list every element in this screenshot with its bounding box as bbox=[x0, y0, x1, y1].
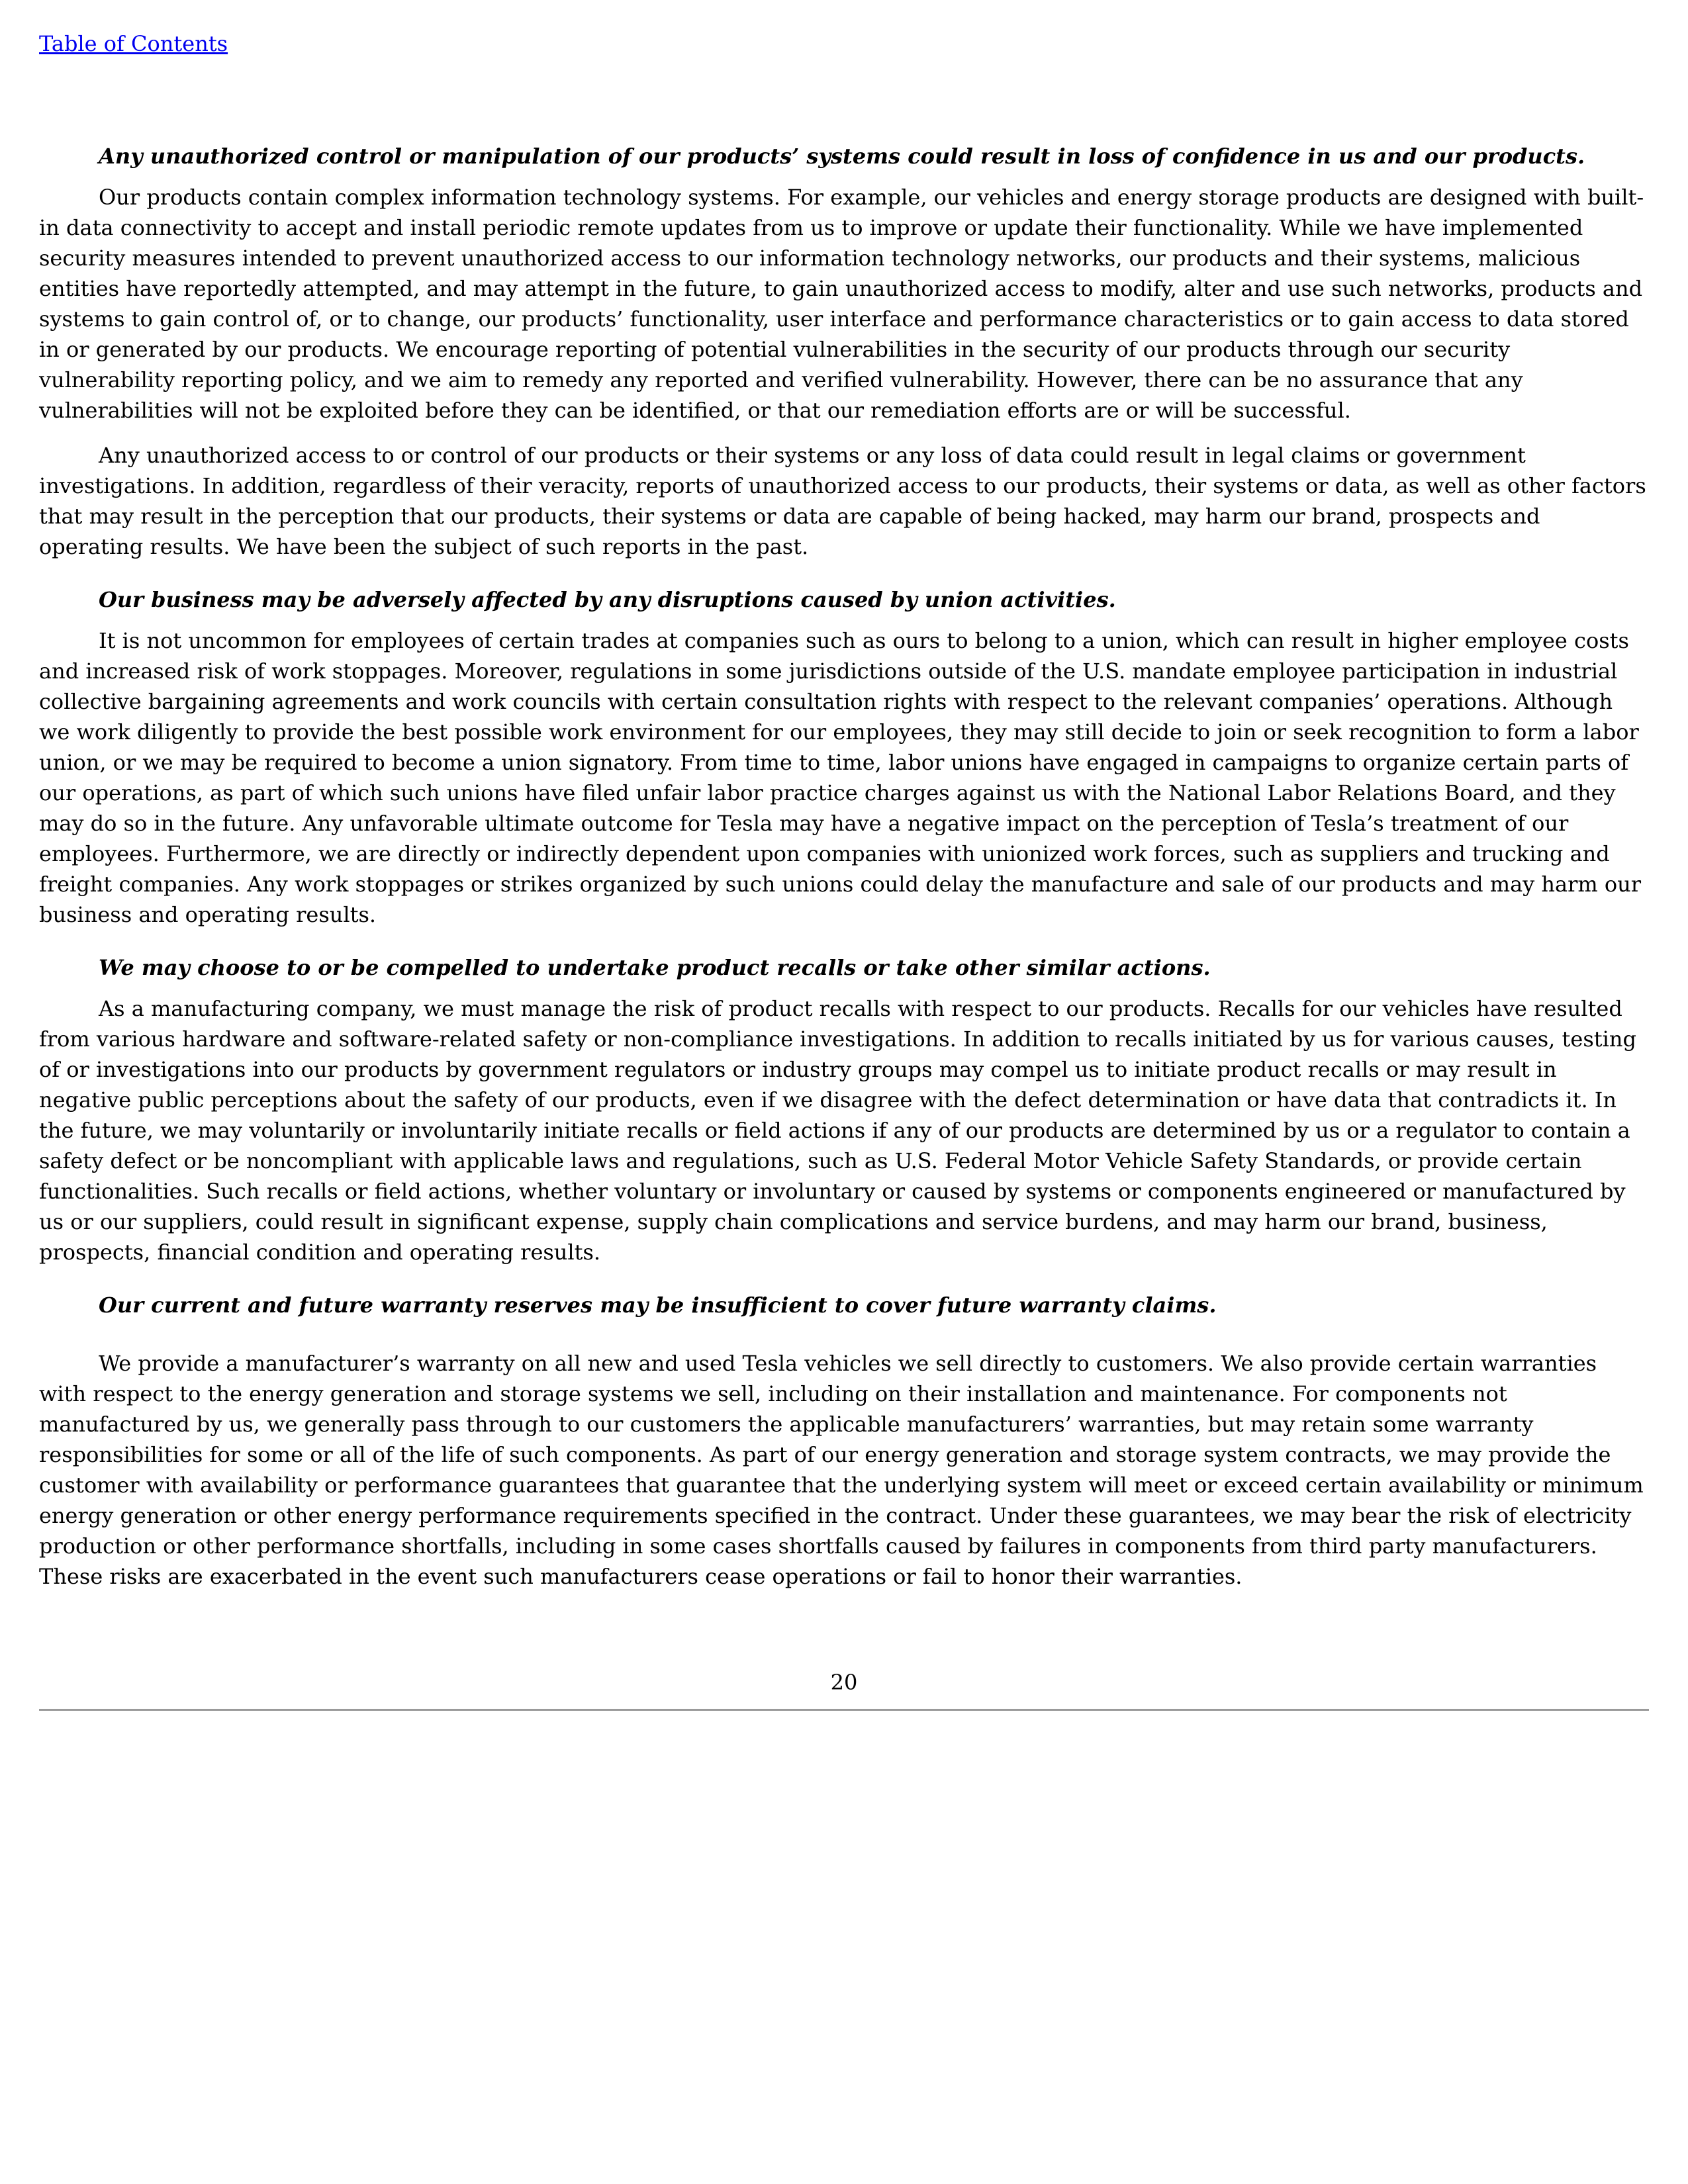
section-spacer bbox=[39, 562, 1649, 584]
body-paragraph: It is not uncommon for employees of certain trades at companies such as ours to belong to a union, which can result in higher employee costs and increased risk of work stoppages. Moreover, regulations in some jurisdictions outside of the U.S. mandate employee participation in industrial collective bargaining agreements and work councils with certain consultation rights with respect to the relevant companies’ operations. Although we work diligently to provide the best possible work environment for our employees, they may still decide to join or seek recognition to form a labor union, or we may be required to become a union signatory. From time to time, labor unions have engaged in campaigns to organize certain parts of our operations, as part of which such unions have filed unfair labor practice charges against us with the National Labor Relations Board, and they may do so in the future. Any unfavorable ultimate outcome for Tesla may have a negative impact on the perception of Tesla’s treatment of our employees. Furthermore, we are directly or indirectly dependent upon companies with unionized work forces, such as suppliers and trucking and freight companies. Any work stoppages or strikes organized by such unions could delay the manufacture and sale of our products and may harm our business and operating results. bbox=[39, 628, 1642, 927]
section-heading: Our current and future warranty reserves may be insufficient to cover future warranty claims. bbox=[99, 1293, 1217, 1318]
section-heading: We may choose to or be compelled to undertake product recalls or take other similar actions. bbox=[99, 955, 1211, 980]
section-unauthorized-control bbox=[39, 141, 1649, 562]
page-divider bbox=[39, 1709, 1649, 1711]
heading-spacer bbox=[39, 1331, 1649, 1348]
section-warranty-reserves bbox=[39, 1290, 1649, 1592]
section-spacer bbox=[39, 930, 1649, 952]
section-union-activities bbox=[39, 584, 1649, 930]
section-heading: Any unauthorized control or manipulation of our products’ systems could result in loss of confidence in us and our products. bbox=[99, 144, 1585, 169]
body-paragraph: Any unauthorized access to or control of our products or their systems or any loss of data could result in legal claims or government investigations. In addition, regardless of their veracity, reports of unauthorized access to our products, their systems or data, as well as other factors that may result in the perception that our products, their systems or data are capable of being hacked, may harm our brand, prospects and operating results. We have been the subject of such reports in the past. bbox=[39, 443, 1646, 559]
section-spacer bbox=[39, 1267, 1649, 1290]
body-paragraph: As a manufacturing company, we must manage the risk of product recalls with respect to our products. Recalls for our vehicles have resulted from various hardware and software-related safety or non-compliance investigations. In addition to recalls initiated by us for various causes, testing of or investigations into our products by government regulators or industry groups may compel us to initiate product recalls or may result in negative public perceptions about the safety of our products, even if we disagree with the defect determination or have data that contradicts it. In the future, we may voluntarily or involuntarily initiate recalls or field actions if any of our products are determined by us or a regulator to contain a safety defect or be noncompliant with applicable laws and regulations, such as U.S. Federal Motor Vehicle Safety Standards, or provide certain functionalities. Such recalls or field actions, whether voluntary or involuntary or caused by systems or components engineered or manufactured by us or our suppliers, could result in significant expense, supply chain complications and service burdens, and may harm our brand, business, prospects, financial condition and operating results. bbox=[39, 996, 1636, 1265]
body-paragraph: We provide a manufacturer’s warranty on all new and used Tesla vehicles we sell directly to customers. We also provide certain warranties with respect to the energy generation and storage systems we sell, including on their installation and maintenance. For components not manufactured by us, we generally pass through to our customers the applicable manufacturers’ warranties, but may retain some warranty responsibilities for some or all of the life of such components. As part of our energy generation and storage system contracts, we may provide the customer with availability or performance guarantees that guarantee that the underlying system will meet or exceed certain availability or minimum energy generation or other energy performance requirements specified in the contract. Under these guarantees, we may bear the risk of electricity production or other performance shortfalls, including in some cases shortfalls caused by failures in components from third party manufacturers. These risks are exacerbated in the event such manufacturers cease operations or fail to honor their warranties. bbox=[39, 1351, 1644, 1589]
table-of-contents-link[interactable]: Table of Contents bbox=[39, 31, 228, 56]
page-number: 20 bbox=[830, 1670, 858, 1695]
section-product-recalls bbox=[39, 952, 1649, 1267]
document-body bbox=[39, 141, 1649, 1592]
section-heading: Our business may be adversely affected by any disruptions caused by union activities. bbox=[99, 587, 1116, 612]
body-paragraph: Our products contain complex information technology systems. For example, our vehicles and energy storage products are designed with built-in data connectivity to accept and install periodic remote updates from us to improve or update their functionality. While we have implemented security measures intended to prevent unauthorized access to our information technology networks, our products and their systems, malicious entities have reportedly attempted, and may attempt in the future, to gain unauthorized access to modify, alter and use such networks, products and systems to gain control of, or to change, our products’ functionality, user interface and performance characteristics or to gain access to data stored in or generated by our products. We encourage reporting of potential vulnerabilities in the security of our products through our security vulnerability reporting policy, and we aim to remedy any reported and verified vulnerability. However, there can be no assurance that any vulnerabilities will not be exploited before they can be identified, or that our remediation efforts are or will be successful. bbox=[39, 185, 1644, 423]
